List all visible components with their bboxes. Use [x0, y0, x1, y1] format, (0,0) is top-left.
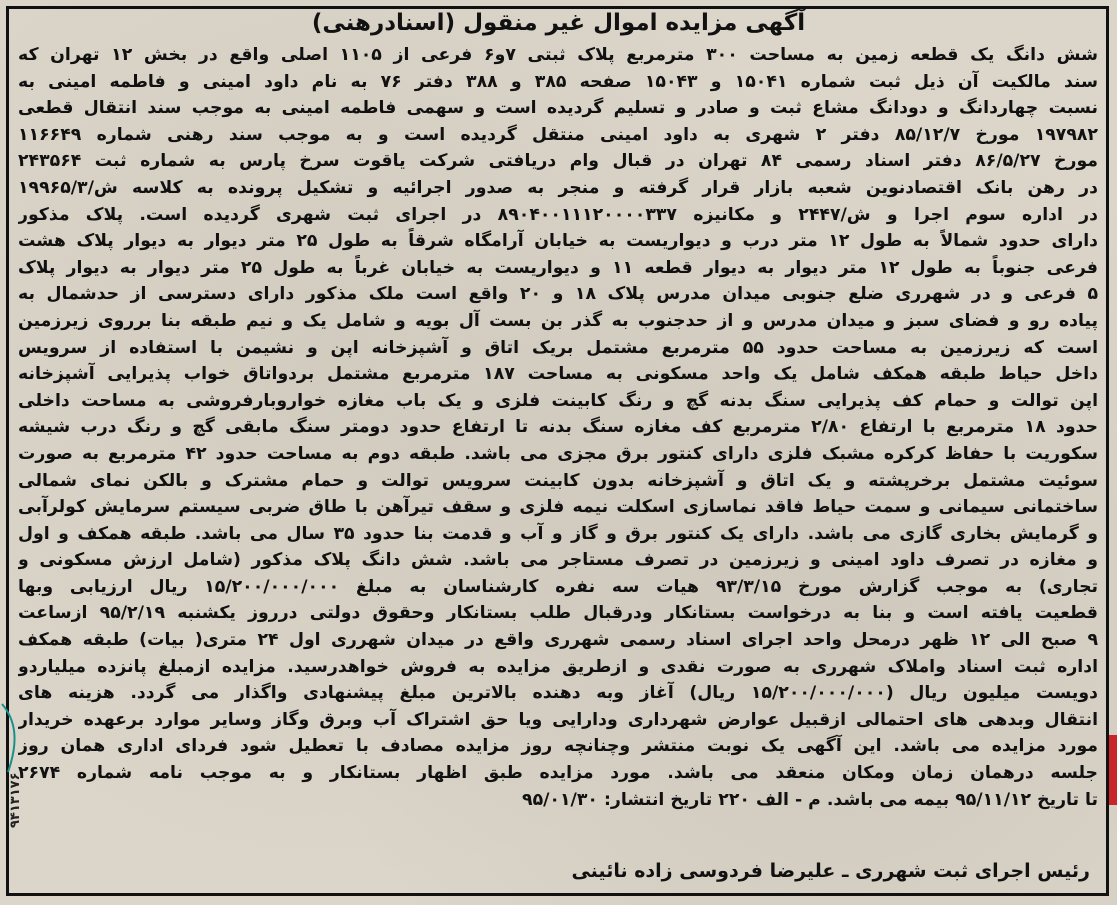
notice-line: است که زیرزمین به مساحت حدود ۵۵ مترمربع مشتمل بریک اتاق و آشپزخانه اپن و نشیمن با استفاده از سرویس	[18, 337, 1098, 358]
notice-line: دویست میلیون ریال (۱۵/۲۰۰/۰۰۰/۰۰۰ ریال) آغاز وبه دهنده بالاترین مبلغ پیشنهادی واگذار می گردد. هزینه های	[18, 683, 1098, 704]
notice-line: در اداره سوم اجرا و ش/۲۴۴۷ و مکانیزه ۸۹۰۴۰۰۱۱۱۲۰۰۰۰۳۳۷ در اجرای ثبت شهری گردیده است. پلاک مذکور	[18, 204, 1098, 225]
notice-title: آگهی مزایده اموال غیر منقول (اسنادرهنی)	[311, 10, 806, 36]
notice-line: تجاری) به موجب گزارش مورخ ۹۳/۳/۱۵ هیات سه نفره کارشناسان به مبلغ ۱۵/۲۰۰/۰۰۰/۰۰۰ ریال ارزیابی وبها	[18, 576, 1098, 597]
notice-line: نسبت چهاردانگ و دودانگ مشاع ثبت و صادر و تسلیم گردیده است و سهمی فاطمه امینی به موجب سند انتقال قطعی	[18, 98, 1098, 119]
notice-line: سند مالکیت آن ذیل ثبت شماره ۱۵۰۴۱ و ۱۵۰۴۳ صفحه ۳۸۵ و ۳۸۸ دفتر ۷۶ به نام داود امینی و فاطمه امینی به	[18, 71, 1098, 92]
notice-line: جلسه درهمان زمان ومکان منعقد می باشد. مورد مزایده طبق اظهار بستانکار و به موجب نامه شماره ۲۶۷۴	[18, 763, 1098, 784]
notice-line: تا تاریخ ۹۵/۱۱/۱۲ بیمه می باشد. م - الف ۲۲۰ تاریخ انتشار: ۹۵/۰۱/۳۰	[522, 789, 1098, 810]
notice-line: انتقال وبدهی های احتمالی ازقبیل عوارض شهرداری ودارایی ویا حق اشتراک آب وبرق وگاز وسایر موارد برعهده خریدار	[18, 709, 1098, 730]
notice-line: دارای حدود شمالاً به طول ۱۲ متر درب و دیواریست به خیابان آرامگاه شرقاً به طول ۲۵ متر دیوار به دیوار پلاک هشت	[18, 231, 1098, 252]
notice-line: ۵ فرعی و در شهرری ضلع جنوبی میدان مدرس پلاک ۱۸ و ۲۰ واقع است ملک مذکور دارای دسترسی از حدشمال به	[18, 284, 1098, 305]
notice-line: شش دانگ یک قطعه زمین به مساحت ۳۰۰ مترمربع پلاک ثبتی ۷و۶ فرعی از ۱۱۰۵ اصلی واقع در بخش ۱۲ تهران که	[18, 45, 1098, 65]
notice-line: ۱۹۷۹۸۲ مورخ ۸۵/۱۲/۷ دفتر ۲ شهری به داود امینی منتقل گردیده است و به موجب سند رهنی شماره ۱۱۶۶۴۹	[18, 124, 1098, 145]
notice-line: اپن توالت و حمام کف پذیرایی سنگ بدنه گچ و رنگ کابینت فلزی و یک باب مغازه خواروبارفروشی به مساحت داخلی	[18, 390, 1098, 411]
notice-line: ساختمانی سیمانی و سمت حیاط فاقد نماسازی اسکلت نیمه فلزی و سقف تیرآهن با طاق ضربی سیستم سرمایش کولرآبی	[18, 497, 1098, 518]
notice-line: و مغازه در تصرف داود امینی و زیرزمین در تصرف مستاجر می باشد. شش دانگ پلاک مذکور (شامل ارزش مسکونی و	[18, 550, 1098, 571]
ink-mark-icon	[0, 698, 26, 778]
signature-line: رئیس اجرای ثبت شهرری ـ علیرضا فردوسی زاده نائینی	[571, 860, 1090, 882]
notice-line: حدود ۱۸ مترمربع با ارتفاع ۲/۸۰ مترمربع کف مغازه سنگ بدنه تا ارتفاع حدود دومتر سنگ مابقی گچ و رنگ درب شیشه	[18, 417, 1098, 438]
notice-line: قطعیت یافته است و بنا به درخواست بستانکار ودرقبال طلب بستانکار وحقوق دولتی درروز یکشنبه ۹۵/۲/۱۹ ازساعت	[18, 603, 1098, 624]
red-edge-mark	[1109, 735, 1117, 805]
notice-line: داخل حیاط طبقه همکف شامل یک واحد مسکونی به مساحت ۱۸۷ مترمربع مشتمل بردواتاق خواب پذیرایی آشپزخانه	[18, 364, 1098, 385]
notice-line: در رهن بانک اقتصادنوین شعبه بازار قرار گرفته و منجر به صدور اجرائیه و تشکیل پرونده به کلاسه ش/۱۹۹۶۵/۳	[18, 177, 1098, 198]
notice-line: ۹ صبح الی ۱۲ ظهر درمحل واحد اجرای اسناد رسمی شهرری واقع در میدان شهرری اول ۲۴ متری( بیات) طبقه همکف	[18, 630, 1098, 651]
notice-line: و گرمایش بخاری گازی می باشد. دارای یک کنتور برق و گاز و آب و قدمت بنا حدود ۳۵ سال می باشد. طبقه همکف و اول	[18, 523, 1098, 544]
notice-line: مورخ ۸۶/۵/۲۷ دفتر اسناد رسمی ۸۴ تهران در قبال وام دریافتی شرکت یاقوت سرخ پارس به شماره ثبت ۲۴۳۵۶۴	[18, 151, 1098, 172]
notice-line: سکوریت با حفاظ کرکره مشبک فلزی دارای کنتور برق مجزی می باشد. طبقه دوم به مساحت حدود ۴۲ مترمربع به صورت	[18, 443, 1098, 464]
notice-line: فرعی جنوباً به طول ۱۲ متر دیوار به دیوار قطعه ۱۱ و دیواریست به خیابان غرباً به طول ۲۵ متر دیوار به دیوار پلاک	[18, 257, 1098, 278]
notice-line: سوئیت مشتمل برخرپشته و یک اتاق و آشپزخانه بدون کابینت سرویس توالت و حمام مشترک و بالکن نمای شمالی	[18, 470, 1098, 491]
notice-line: مورد مزایده می باشد. این آگهی یک نوبت منتشر وچنانچه روز مزایده مصادف با تعطیل شود فردای اداری همان روز	[18, 736, 1098, 757]
serial-number: ۹۴۱۳۱۷۶	[8, 772, 23, 828]
notice-line: اداره ثبت اسناد واملاک شهرری به صورت نقدی و ازطریق مزایده به فروش خواهدرسید. مزایده ازمبلغ پانزده میلیاردو	[18, 656, 1098, 677]
notice-line: پیاده رو و فضای سبز و میدان مدرس و از حدجنوب به گذر بن بست آل بویه و شامل یک و نیم طبقه بنا برروی زیرزمین	[18, 310, 1098, 331]
notice-body	[18, 42, 1098, 813]
